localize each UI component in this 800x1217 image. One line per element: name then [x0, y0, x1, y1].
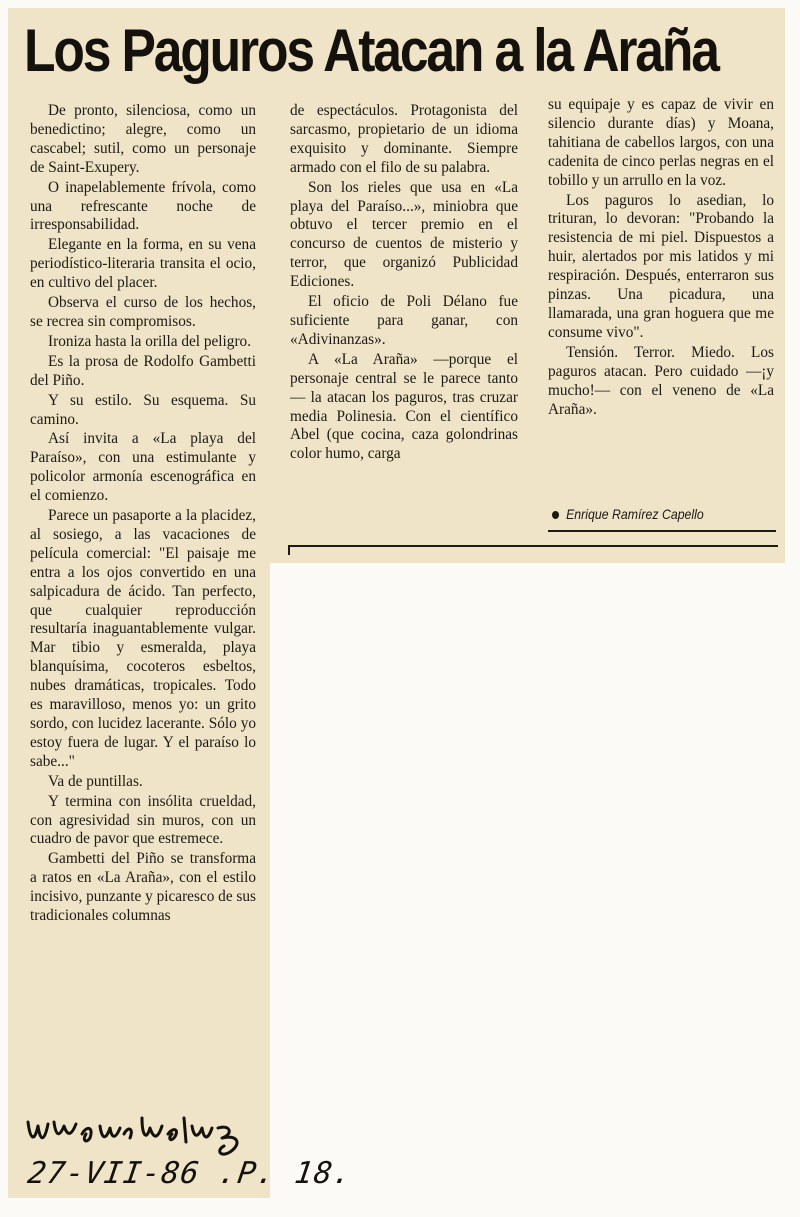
paragraph: Así invita a «La playa del Paraíso», con una estimulante y policolor armonía escenográfica en el comienzo.	[30, 430, 256, 505]
article-column-1	[30, 102, 256, 927]
paragraph: Elegante en la forma, en su vena periodístico-literaria transita el ocio, en cultivo del placer.	[30, 236, 256, 292]
paragraph: Va de puntillas.	[48, 772, 143, 790]
paragraph: Son los rieles que usa en «La playa del Paraíso...», miniobra que obtuvo el tercer premio en el concurso de cuentos de misterio y terror, que organizó Publicidad Ediciones.	[290, 178, 518, 291]
paragraph: Y su estilo. Su esquema. Su camino.	[30, 391, 256, 428]
paragraph: de espectáculos. Protagonista del sarcasmo, propietario de un idioma exquisito y dominante. Siempre armado con el filo de su palabra.	[290, 102, 518, 176]
article-end-rule-tick	[288, 545, 290, 555]
byline-rule	[548, 530, 776, 532]
author-byline	[552, 506, 753, 522]
paragraph: O inapelablemente frívola, como una refrescante noche de irresponsabilidad.	[30, 178, 256, 234]
bullet-icon	[552, 511, 559, 519]
article-headline: Los Paguros Atacan a la Araña	[24, 17, 718, 84]
paragraph: Los paguros lo asedian, lo trituran, lo devoran: "Probando la resistencia de mi piel. Dispuestos a huir, alertados por mis latidos y mi respiración. Después, enterraron sus pinzas. Una picadura, una llamarada, una gran hoguera que me consume vivo".	[548, 191, 774, 341]
paragraph: Y termina con insólita crueldad, con agresividad sin muros, con un cuadro de pavor que estremece.	[30, 792, 256, 848]
paragraph: Tensión. Terror. Miedo. Los paguros atacan. Pero cuidado —¡y mucho!— con el veneno de «La Araña».	[548, 343, 774, 418]
handwritten-signature	[24, 1104, 264, 1160]
article-end-rule	[288, 545, 778, 547]
handwritten-date-page: 27-VII-86 .P. 18.	[25, 1156, 355, 1191]
paragraph: su equipaje y es capaz de vivir en silencio durante días) y Moana, tahitiana de cabellos largos, con una cadenita de cinco perlas negras en el tobillo y un arrullo en la voz.	[548, 96, 774, 189]
article-column-3	[548, 96, 774, 420]
author-name: Enrique Ramírez Capello	[566, 506, 704, 522]
article-column-2	[290, 102, 518, 465]
paragraph: Observa el curso de los hechos, se recrea sin compromisos.	[30, 294, 256, 330]
paragraph: El oficio de Poli Délano fue suficiente para ganar, con «Adivinanzas».	[290, 293, 518, 348]
paragraph: Parece un pasaporte a la placidez, al sosiego, a las vacaciones de película comercial: "El paisaje me entra a los ojos convertido en una salpicadura de ácido. Tan perfecto, que cualquier reproducción resultaría inaguantablemente vulgar. Mar tibio y esmeralda, playa blanquísima, cocoteros esbeltos, nubes dramáticas, tropicales. Todo es maravilloso, menos yo: un grito sordo, con lucidez lacerante. Sólo yo estoy fuera de lugar. Y el paraíso lo sabe..."	[30, 507, 256, 770]
paragraph: Gambetti del Piño se transforma a ratos en «La Araña», con el estilo incisivo, punzante y picaresco de sus tradicionales columnas	[30, 850, 256, 925]
paragraph: A «La Araña» —porque el personaje central se le parece tanto— la atacan los paguros, tras cruzar media Polinesia. Con el científico Abel (que cocina, caza golondrinas color humo, carga	[290, 350, 518, 463]
paragraph: Ironiza hasta la orilla del peligro.	[48, 332, 252, 350]
paragraph: De pronto, silenciosa, como un benedictino; alegre, como un cascabel; sutil, como un personaje de Saint-Exupery.	[30, 102, 256, 176]
paragraph: Es la prosa de Rodolfo Gambetti del Piño.	[30, 352, 256, 389]
